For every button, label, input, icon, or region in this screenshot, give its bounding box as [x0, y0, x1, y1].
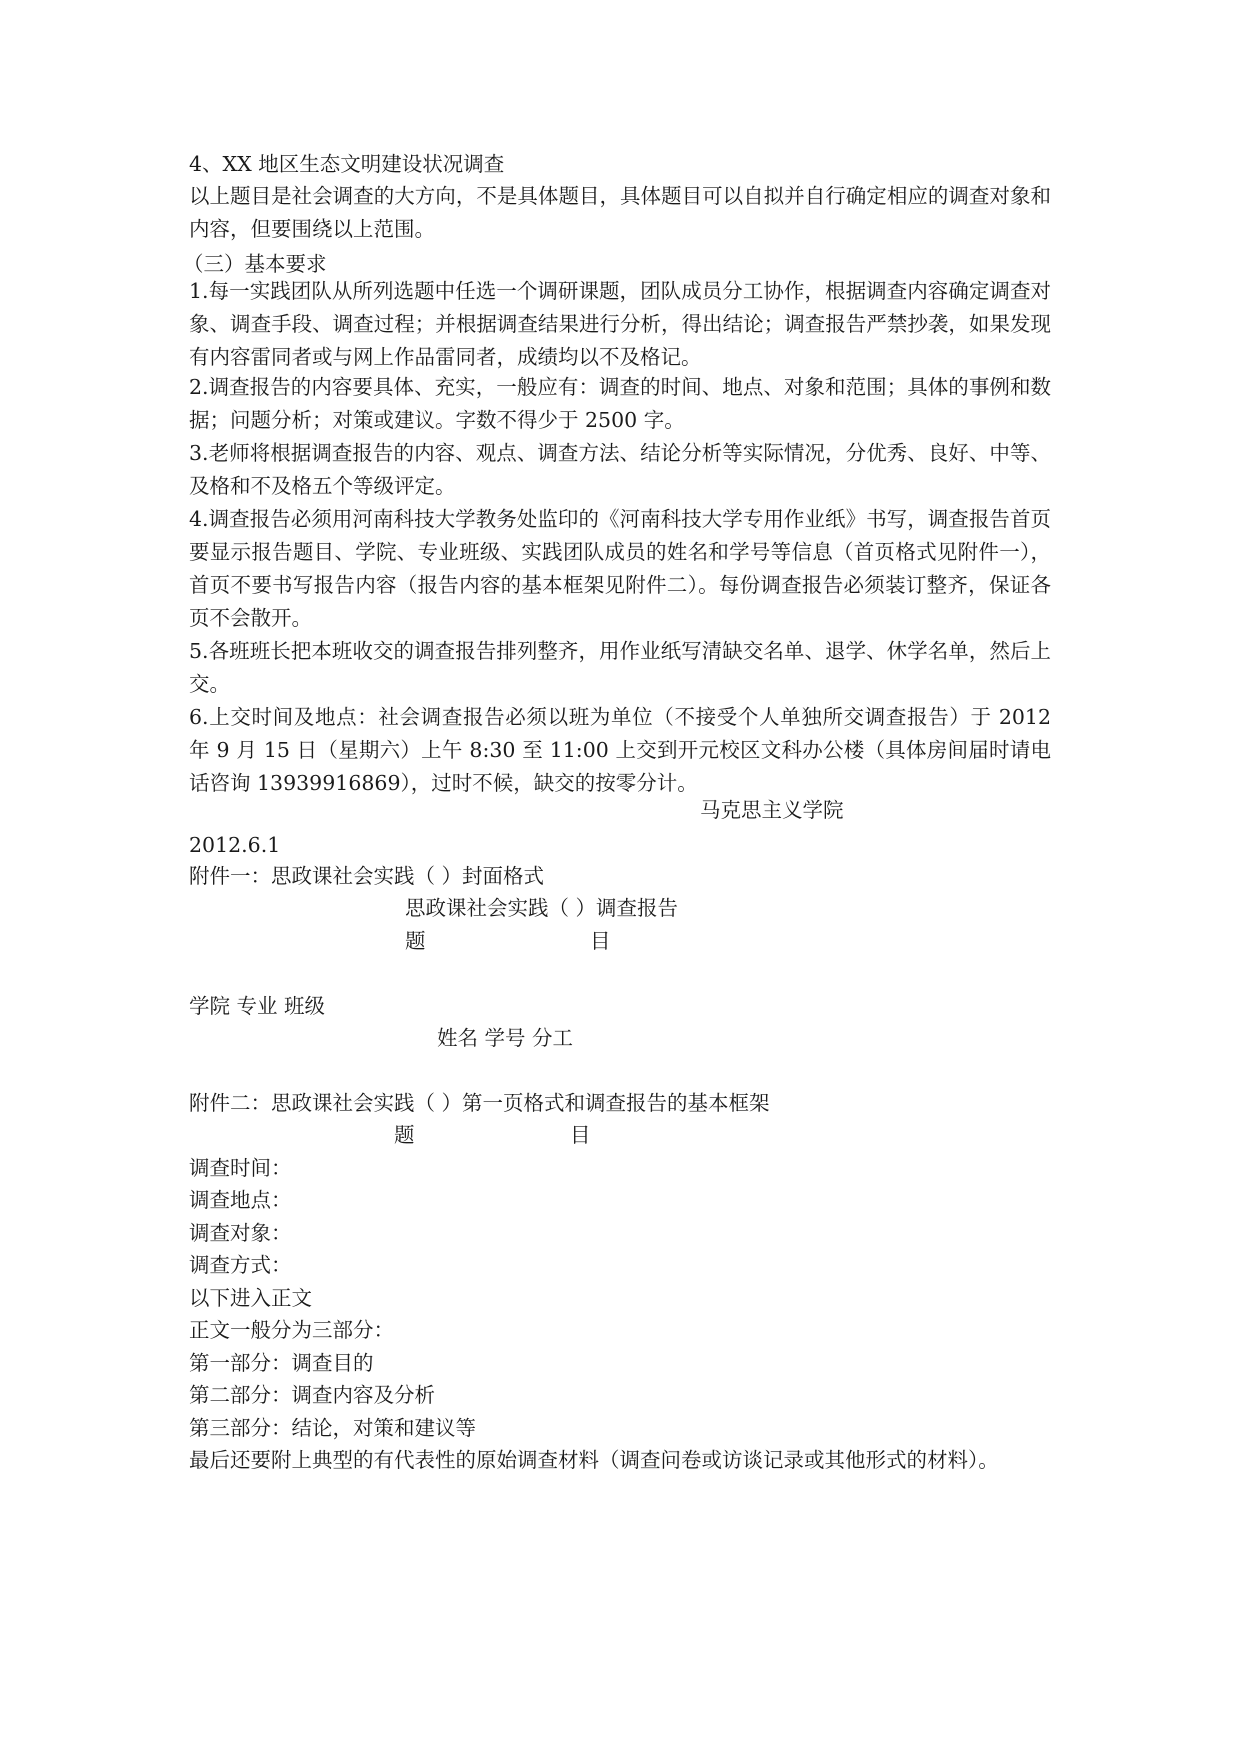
part-1: 第一部分：调查目的 [189, 1351, 374, 1375]
requirement-1: 1.每一实践团队从所列选题中任选一个调研课题，团队成员分工协作，根据调查内容确定调查对象、调查手段、调查过程；并根据调查结果进行分析，得出结论；调查报告严禁抄袭，如果发现有内容雷同者或与网上作品雷同者，成绩均以不及格记。 [189, 279, 1051, 369]
part-2: 第二部分：调查内容及分析 [189, 1383, 435, 1407]
date: 2012.6.1 [189, 833, 281, 857]
part-3: 第三部分：结论，对策和建议等 [189, 1416, 476, 1440]
section-3-title: （三）基本要求 [183, 252, 327, 276]
requirement-6: 6.上交时间及地点：社会调查报告必须以班为单位（不接受个人单独所交调查报告）于 2012 年 9 月 15 日（星期六）上午 8:30 至 11:00 上交到开元校区文科办公楼（具体房间届时请电话咨询 13939916869），过时不候，缺交的按零分计。 [189, 705, 1051, 795]
intro-paragraph: 以上题目是社会调查的大方向，不是具体题目，具体题目可以自拟并自行确定相应的调查对象和内容，但要围绕以上范围。 [189, 184, 1051, 241]
enter-body: 以下进入正文 [189, 1286, 312, 1310]
cover-row-college: 学院 专业 班级 [189, 994, 326, 1018]
cover-ti: 题 [405, 929, 426, 953]
requirement-4: 4.调查报告必须用河南科技大学教务处监印的《河南科技大学专用作业纸》书写，调查报告首页要显示报告题目、学院、专业班级、实践团队成员的姓名和学号等信息（首页格式见附件一），首页不要书写报告内容（报告内容的基本框架见附件二）。每份调查报告必须装订整齐，保证各页不会散开。 [189, 507, 1051, 630]
framework-mu: 目 [570, 1123, 591, 1147]
framework-ti: 题 [394, 1123, 415, 1147]
signature: 马克思主义学院 [700, 798, 844, 822]
survey-time: 调查时间： [189, 1156, 292, 1180]
appendix-1-heading: 附件一：思政课社会实践（ ）封面格式 [189, 864, 545, 888]
cover-row-name: 姓名 学号 分工 [437, 1026, 574, 1050]
final-note: 最后还要附上典型的有代表性的原始调查材料（调查问卷或访谈记录或其他形式的材料）。 [189, 1448, 999, 1472]
cover-mu: 目 [590, 929, 611, 953]
appendix-2-heading: 附件二：思政课社会实践（ ）第一页格式和调查报告的基本框架 [189, 1091, 770, 1115]
survey-method: 调查方式： [189, 1253, 292, 1277]
parts-intro: 正文一般分为三部分： [189, 1318, 394, 1342]
requirement-5: 5.各班班长把本班收交的调查报告排列整齐，用作业纸写清缺交名单、退学、休学名单，然后上交。 [189, 639, 1051, 696]
topic-4: 4、XX 地区生态文明建设状况调查 [189, 152, 505, 176]
requirement-2: 2.调查报告的内容要具体、充实，一般应有：调查的时间、地点、对象和范围；具体的事例和数据；问题分析；对策或建议。字数不得少于 2500 字。 [189, 375, 1051, 432]
cover-title: 思政课社会实践（ ）调查报告 [405, 896, 679, 920]
survey-place: 调查地点： [189, 1188, 292, 1212]
requirement-3: 3.老师将根据调查报告的内容、观点、调查方法、结论分析等实际情况，分优秀、良好、中等、及格和不及格五个等级评定。 [189, 441, 1051, 498]
survey-object: 调查对象： [189, 1221, 292, 1245]
